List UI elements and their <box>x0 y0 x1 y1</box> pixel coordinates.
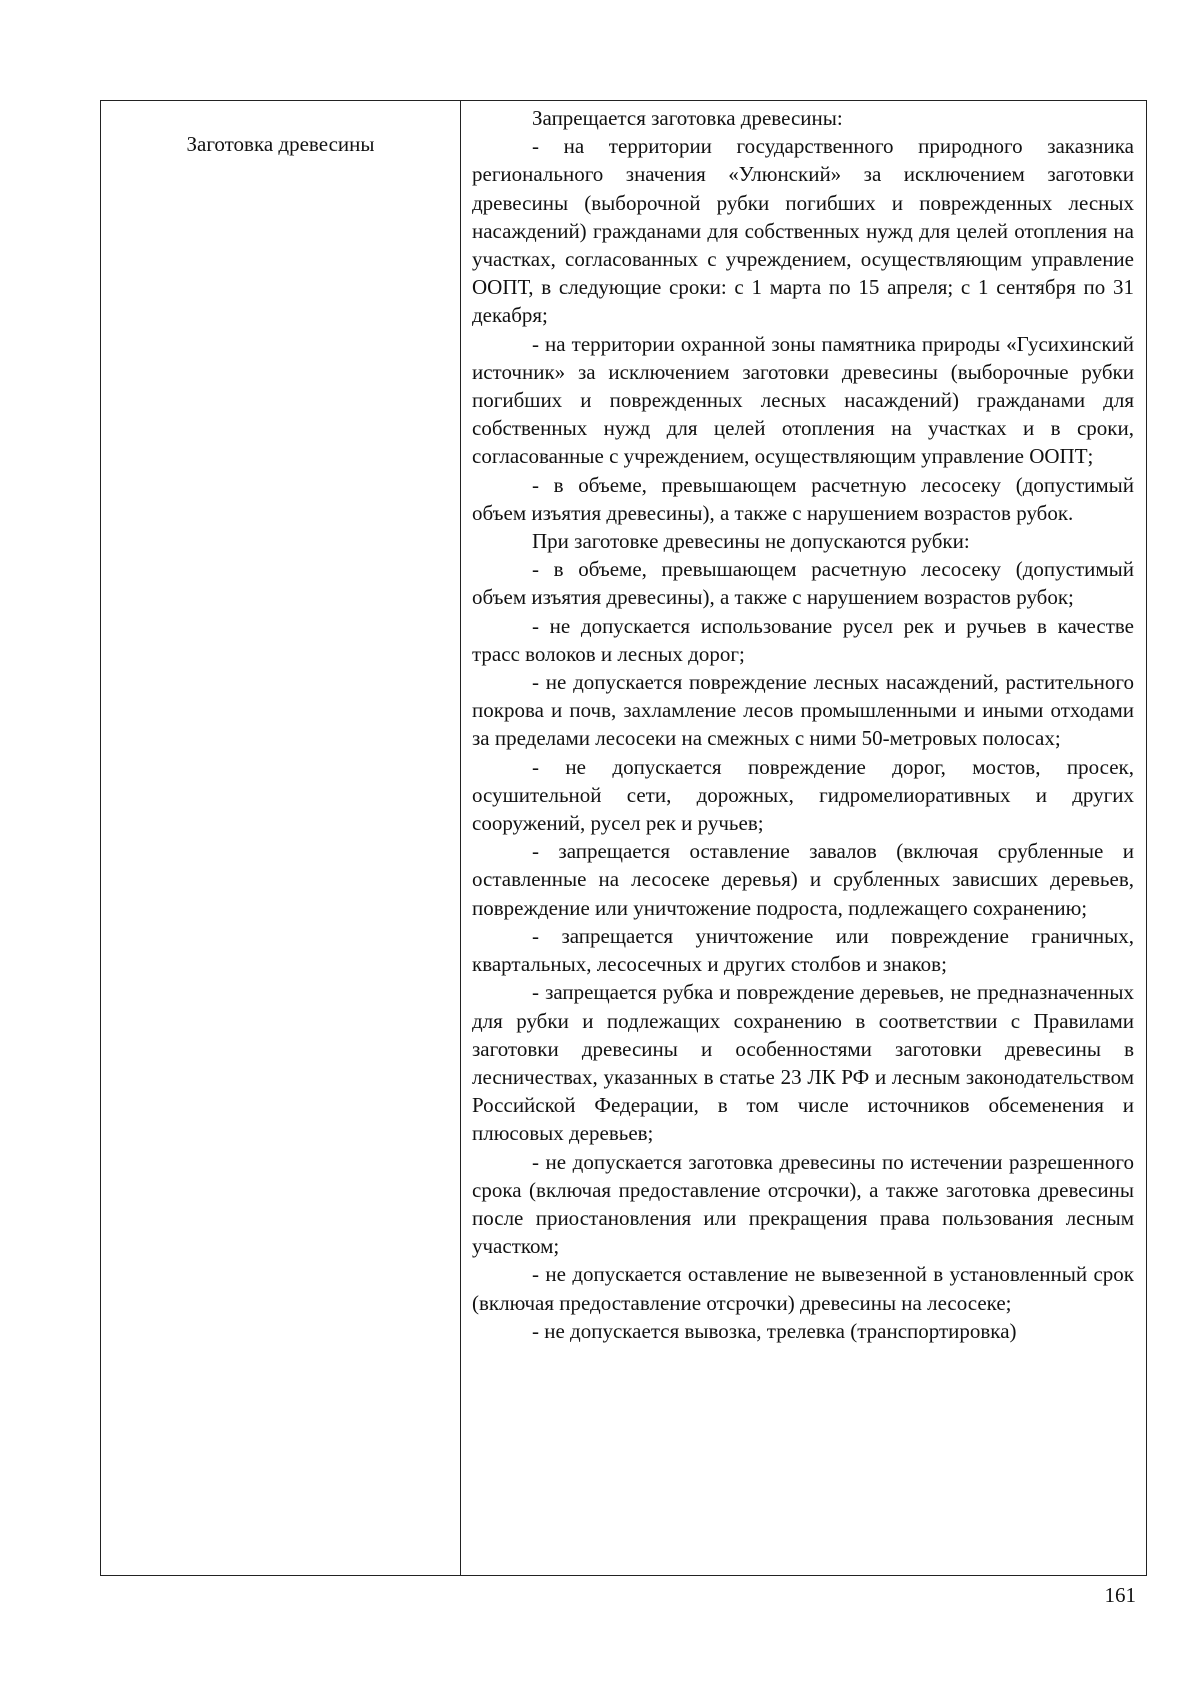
regulations-table <box>100 100 1147 1576</box>
paragraph: При заготовке древесины не допускаются рубки: <box>532 529 970 554</box>
paragraph: - на территории государственного природного заказника регионального значения «Улюнский» за исключением заготовки древесины (выборочной рубки погибших и поврежденных лесных насаждений) гражданами для собственных нужд для целей отопления на участках, согласованных с учреждением, осуществляющим управление ООПТ, в следующие сроки: с 1 марта по 15 апреля; с 1 сентября по 31 декабря; <box>472 134 1134 328</box>
paragraph: - не допускается повреждение дорог, мостов, просек, осушительной сети, дорожных, гидромелиоративных и других сооружений, русел рек и ручьев; <box>472 754 1134 836</box>
paragraph: - запрещается оставление завалов (включая срубленные и оставленные на лесосеке деревья) и срубленных зависших деревьев, повреждение или уничтожение подроста, подлежащего сохранению; <box>472 839 1134 920</box>
paragraph: - на территории охранной зоны памятника природы «Гусихинский источник» за исключением заготовки древесины (выборочные рубки погибших и поврежденных лесных насаждений) гражданами для собственных нужд для целей отопления на участках и в сроки, согласованные с учреждением, осуществляющим управление ООПТ; <box>472 331 1134 469</box>
activity-type-label: Заготовка древесины <box>186 132 375 156</box>
paragraph: - не допускается повреждение лесных насаждений, растительного покрова и почв, захламление лесов промышленными и иными отходами за пределами лесосеки на смежных с ними 50-метровых полосах; <box>472 670 1134 751</box>
paragraph: Запрещается заготовка древесины: <box>532 106 843 130</box>
paragraph: - запрещается уничтожение или повреждение граничных, квартальных, лесосечных и других столбов и знаков; <box>472 923 1134 977</box>
paragraph: - не допускается заготовка древесины по истечении разрешенного срока (включая предоставление отсрочки), а также заготовка древесины после приостановления или прекращения права пользования лесным участком; <box>472 1149 1134 1259</box>
page-number: 161 <box>1104 1583 1136 1607</box>
paragraph: - не допускается вывозка, трелевка (транспортировка) <box>532 1318 1017 1343</box>
paragraph: - не допускается использование русел рек и ручьев в качестве трасс волоков и лесных дорог; <box>472 613 1134 666</box>
activity-type-cell <box>101 101 461 1575</box>
paragraph: - в объеме, превышающем расчетную лесосеку (допустимый объем изъятия древесины), а также с нарушением возрастов рубок. <box>472 472 1134 525</box>
paragraph: - запрещается рубка и повреждение деревьев, не предназначенных для рубки и подлежащих сохранению в соответствии с Правилами заготовки древесины и особенностями заготовки древесины в лесничествах, указанных в статье 23 ЛК РФ и лесным законодательством Российской Федерации, в том числе источников обсеменения и плюсовых деревьев; <box>472 980 1134 1146</box>
paragraph: - не допускается оставление не вывезенной в установленный срок (включая предоставление отсрочки) древесины на лесосеке; <box>472 1262 1134 1315</box>
restrictions-cell <box>461 101 1146 1575</box>
paragraph: - в объеме, превышающем расчетную лесосеку (допустимый объем изъятия древесины), а также с нарушением возрастов рубок; <box>472 557 1134 610</box>
